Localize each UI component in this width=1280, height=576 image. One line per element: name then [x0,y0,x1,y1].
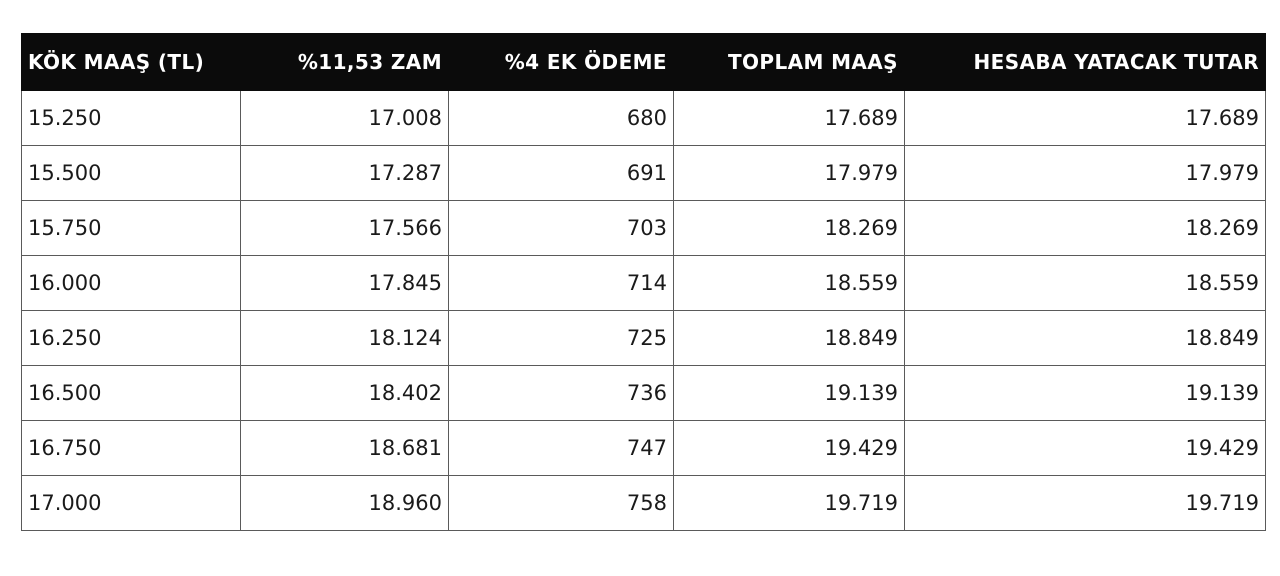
header-row [22,34,1266,91]
cell-extra-payment: 736 [449,366,674,421]
cell-deposit-amount: 17.689 [905,91,1266,146]
cell-base-salary: 16.500 [22,366,241,421]
header-raise: %11,53 ZAM [241,34,449,91]
cell-base-salary: 15.250 [22,91,241,146]
cell-base-salary: 16.250 [22,311,241,366]
cell-deposit-amount: 19.719 [905,476,1266,531]
cell-total-salary: 19.139 [674,366,905,421]
cell-total-salary: 18.849 [674,311,905,366]
cell-extra-payment: 747 [449,421,674,476]
table-row [22,201,1266,256]
table-row [22,366,1266,421]
cell-base-salary: 15.750 [22,201,241,256]
cell-total-salary: 18.559 [674,256,905,311]
cell-extra-payment: 758 [449,476,674,531]
header-deposit-amount: HESABA YATACAK TUTAR [905,34,1266,91]
cell-raise: 18.402 [241,366,449,421]
cell-extra-payment: 714 [449,256,674,311]
cell-extra-payment: 725 [449,311,674,366]
table-header [22,34,1266,91]
header-base-salary: KÖK MAAŞ (TL) [22,34,241,91]
cell-deposit-amount: 19.139 [905,366,1266,421]
cell-base-salary: 15.500 [22,146,241,201]
cell-raise: 18.124 [241,311,449,366]
cell-deposit-amount: 17.979 [905,146,1266,201]
cell-base-salary: 16.000 [22,256,241,311]
table-row [22,476,1266,531]
cell-raise: 18.960 [241,476,449,531]
cell-total-salary: 19.429 [674,421,905,476]
cell-base-salary: 16.750 [22,421,241,476]
cell-total-salary: 18.269 [674,201,905,256]
cell-raise: 17.845 [241,256,449,311]
table-row [22,311,1266,366]
cell-deposit-amount: 18.849 [905,311,1266,366]
cell-total-salary: 17.979 [674,146,905,201]
cell-raise: 18.681 [241,421,449,476]
cell-extra-payment: 703 [449,201,674,256]
header-extra-payment: %4 EK ÖDEME [449,34,674,91]
cell-deposit-amount: 18.269 [905,201,1266,256]
cell-base-salary: 17.000 [22,476,241,531]
table-body [22,91,1266,531]
header-total-salary: TOPLAM MAAŞ [674,34,905,91]
table-row [22,91,1266,146]
table-row [22,256,1266,311]
salary-table [21,33,1266,531]
cell-deposit-amount: 19.429 [905,421,1266,476]
cell-total-salary: 19.719 [674,476,905,531]
cell-deposit-amount: 18.559 [905,256,1266,311]
cell-raise: 17.566 [241,201,449,256]
table-row [22,421,1266,476]
cell-extra-payment: 691 [449,146,674,201]
table-row [22,146,1266,201]
cell-extra-payment: 680 [449,91,674,146]
cell-raise: 17.287 [241,146,449,201]
cell-raise: 17.008 [241,91,449,146]
cell-total-salary: 17.689 [674,91,905,146]
